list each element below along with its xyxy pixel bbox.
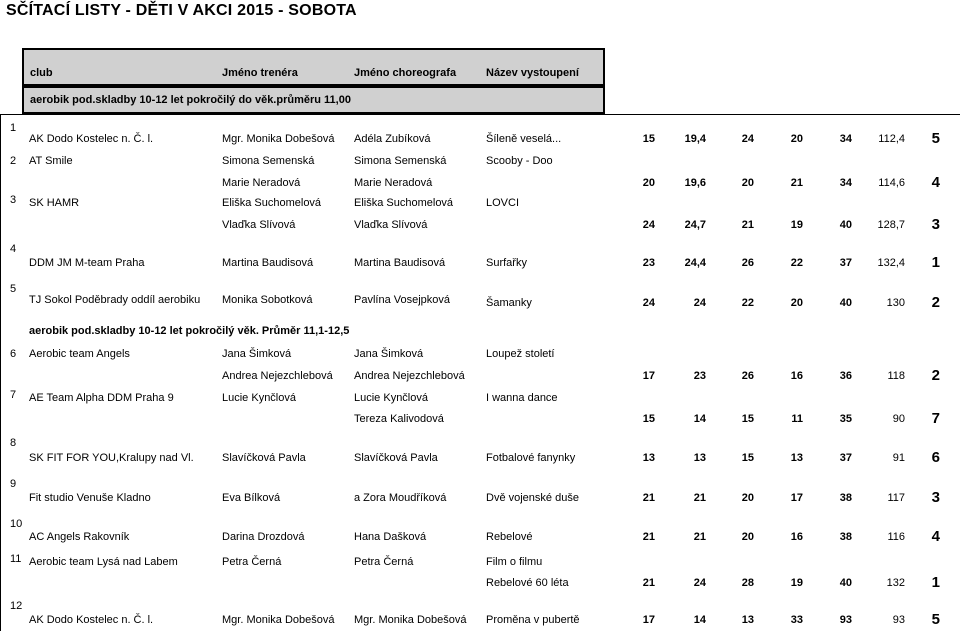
club-name: AK Dodo Kostelec n. Č. l. bbox=[29, 133, 154, 145]
performance-title: Fotbalové fanynky bbox=[486, 452, 576, 464]
placement: 4 bbox=[931, 528, 940, 545]
trainer-name-2: Andrea Nejezchlebová bbox=[222, 370, 333, 382]
judge-score: 21 bbox=[642, 531, 655, 543]
judge-score: 15 bbox=[642, 133, 655, 145]
club-name: Fit studio Venuše Kladno bbox=[29, 492, 151, 504]
row-number: 11 bbox=[10, 553, 22, 565]
judge-score: 19,4 bbox=[684, 133, 706, 145]
divider bbox=[0, 114, 1, 631]
choreographer-name-2: Tereza Kalivodová bbox=[354, 413, 444, 425]
trainer-name: Slavíčková Pavla bbox=[222, 452, 306, 464]
row-number: 7 bbox=[10, 389, 17, 401]
judge-score: 14 bbox=[693, 614, 706, 626]
choreographer-name: Slavíčková Pavla bbox=[354, 452, 438, 464]
judge-score: 40 bbox=[839, 577, 852, 589]
judge-score: 20 bbox=[642, 177, 655, 189]
choreographer-name: Lucie Kynčlová bbox=[354, 392, 428, 404]
club-name: AK Dodo Kostelec n. Č. l. bbox=[29, 614, 154, 626]
judge-score: 21 bbox=[693, 531, 706, 543]
total-score: 117 bbox=[887, 492, 905, 504]
placement: 3 bbox=[931, 216, 940, 233]
judge-score: 40 bbox=[839, 219, 852, 231]
judge-score: 19 bbox=[790, 219, 803, 231]
judge-score: 20 bbox=[741, 177, 754, 189]
trainer-name: Lucie Kynčlová bbox=[222, 392, 296, 404]
section-1-header bbox=[22, 86, 605, 114]
placement: 6 bbox=[931, 449, 940, 466]
judge-score: 17 bbox=[642, 370, 655, 382]
club-name: Aerobic team Angels bbox=[29, 348, 130, 360]
choreographer-name: Martina Baudisová bbox=[354, 257, 446, 269]
total-score: 116 bbox=[887, 531, 905, 543]
judge-score: 23 bbox=[642, 257, 655, 269]
trainer-name-2: Marie Neradová bbox=[222, 177, 301, 189]
choreographer-name: Pavlína Vosejpková bbox=[354, 294, 451, 306]
row-number: 8 bbox=[10, 437, 17, 449]
placement: 2 bbox=[931, 294, 940, 311]
judge-score: 34 bbox=[839, 177, 852, 189]
performance-title: Šamanky bbox=[486, 297, 532, 309]
row-number: 3 bbox=[10, 194, 17, 206]
trainer-name: Eva Bílková bbox=[222, 492, 281, 504]
choreographer-name-2: Vlaďka Slívová bbox=[354, 219, 428, 231]
total-score: 93 bbox=[892, 614, 905, 626]
trainer-name-2: Vlaďka Slívová bbox=[222, 219, 296, 231]
judge-score: 24 bbox=[693, 297, 706, 309]
performance-title: Dvě vojenské duše bbox=[486, 492, 579, 504]
placement: 2 bbox=[931, 367, 940, 384]
choreographer-name: Simona Semenská bbox=[354, 155, 447, 167]
choreographer-name: Eliška Suchomelová bbox=[354, 197, 454, 209]
header-row bbox=[22, 48, 605, 86]
total-score: 132,4 bbox=[877, 257, 905, 269]
performance-title: Rebelové bbox=[486, 531, 533, 543]
trainer-name: Mgr. Monika Dobešová bbox=[222, 614, 335, 626]
judge-score: 24,7 bbox=[684, 219, 706, 231]
trainer-name: Jana Šimková bbox=[222, 348, 292, 360]
judge-score: 21 bbox=[790, 177, 803, 189]
placement: 7 bbox=[931, 410, 940, 427]
divider bbox=[0, 114, 960, 115]
total-score: 114,6 bbox=[878, 177, 905, 189]
trainer-name: Martina Baudisová bbox=[222, 257, 314, 269]
judge-score: 11 bbox=[791, 413, 803, 425]
row-number: 4 bbox=[10, 243, 17, 255]
performance-title: I wanna dance bbox=[486, 392, 558, 404]
choreographer-name: Jana Šimková bbox=[354, 348, 424, 360]
club-name: AT Smile bbox=[29, 155, 73, 167]
judge-score: 21 bbox=[693, 492, 706, 504]
trainer-name: Eliška Suchomelová bbox=[222, 197, 322, 209]
judge-score: 21 bbox=[642, 577, 655, 589]
trainer-name: Simona Semenská bbox=[222, 155, 315, 167]
row-number: 9 bbox=[10, 478, 17, 490]
judge-score: 15 bbox=[741, 452, 754, 464]
choreographer-name: Adéla Zubíková bbox=[354, 133, 431, 145]
judge-score: 38 bbox=[839, 492, 852, 504]
judge-score: 24 bbox=[642, 297, 655, 309]
placement: 4 bbox=[931, 174, 940, 191]
trainer-name: Monika Sobotková bbox=[222, 294, 313, 306]
performance-title: Šíleně veselá... bbox=[486, 133, 562, 145]
placement: 1 bbox=[931, 254, 940, 271]
total-score: 130 bbox=[886, 297, 905, 309]
judge-score: 21 bbox=[741, 219, 754, 231]
judge-score: 19 bbox=[790, 577, 803, 589]
placement: 5 bbox=[931, 611, 940, 628]
judge-score: 24 bbox=[741, 133, 754, 145]
trainer-name: Darina Drozdová bbox=[222, 531, 305, 543]
total-score: 112,4 bbox=[878, 133, 905, 145]
club-name: AC Angels Rakovník bbox=[29, 531, 130, 543]
choreographer-name: Mgr. Monika Dobešová bbox=[354, 614, 467, 626]
judge-score: 20 bbox=[741, 492, 754, 504]
performance-title: Loupež století bbox=[486, 348, 555, 360]
judge-score: 16 bbox=[790, 370, 803, 382]
judge-score: 16 bbox=[790, 531, 803, 543]
judge-score: 20 bbox=[741, 531, 754, 543]
club-name: SK FIT FOR YOU,Kralupy nad Vl. bbox=[29, 452, 194, 464]
header-trainer: Jméno trenéra bbox=[222, 67, 298, 79]
choreographer-name-2: Marie Neradová bbox=[354, 177, 433, 189]
judge-score: 20 bbox=[790, 133, 803, 145]
judge-score: 40 bbox=[839, 297, 852, 309]
judge-score: 93 bbox=[839, 614, 852, 626]
choreographer-name: Hana Dašková bbox=[354, 531, 427, 543]
judge-score: 13 bbox=[790, 452, 803, 464]
judge-score: 24 bbox=[642, 219, 655, 231]
row-number: 5 bbox=[10, 283, 17, 295]
header-performance: Název vystoupení bbox=[486, 67, 579, 79]
judge-score: 15 bbox=[741, 413, 754, 425]
performance-title: LOVCI bbox=[486, 197, 520, 209]
club-name: TJ Sokol Poděbrady oddíl aerobiku bbox=[29, 294, 201, 306]
performance-title: Scooby - Doo bbox=[486, 155, 553, 167]
club-name: DDM JM M-team Praha bbox=[29, 257, 145, 269]
judge-score: 26 bbox=[741, 370, 754, 382]
judge-score: 21 bbox=[642, 492, 655, 504]
total-score: 91 bbox=[892, 452, 905, 464]
section-2-label: aerobik pod.skladby 10-12 let pokročilý věk. Průměr 11,1-12,5 bbox=[29, 325, 350, 337]
row-number: 6 bbox=[10, 348, 17, 360]
judge-score: 15 bbox=[642, 413, 655, 425]
judge-score: 17 bbox=[642, 614, 655, 626]
judge-score: 14 bbox=[693, 413, 706, 425]
judge-score: 36 bbox=[839, 370, 852, 382]
choreographer-name: a Zora Moudříková bbox=[354, 492, 447, 504]
judge-score: 33 bbox=[790, 614, 803, 626]
placement: 3 bbox=[931, 489, 940, 506]
judge-score: 34 bbox=[839, 133, 852, 145]
total-score: 128,7 bbox=[877, 219, 905, 231]
club-name: AE Team Alpha DDM Praha 9 bbox=[29, 392, 174, 404]
page-title: SČÍTACÍ LISTY - DĚTI V AKCI 2015 - SOBOTA bbox=[6, 2, 357, 19]
judge-score: 19,6 bbox=[684, 177, 706, 189]
judge-score: 13 bbox=[642, 452, 655, 464]
total-score: 90 bbox=[892, 413, 905, 425]
total-score: 132 bbox=[886, 577, 905, 589]
placement: 1 bbox=[931, 574, 940, 591]
placement: 5 bbox=[931, 130, 940, 147]
judge-score: 22 bbox=[790, 257, 803, 269]
performance-title: Surfařky bbox=[486, 257, 527, 269]
judge-score: 24 bbox=[693, 577, 706, 589]
performance-title: Film o filmu bbox=[486, 556, 543, 568]
judge-score: 22 bbox=[741, 297, 754, 309]
total-score: 118 bbox=[887, 370, 905, 382]
judge-score: 24,4 bbox=[684, 257, 706, 269]
section-1-label: aerobik pod.skladby 10-12 let pokročilý do věk.průměru 11,00 bbox=[30, 94, 351, 106]
performance-title-2: Rebelové 60 léta bbox=[486, 577, 569, 589]
row-number: 12 bbox=[10, 600, 23, 612]
judge-score: 17 bbox=[790, 492, 803, 504]
judge-score: 23 bbox=[693, 370, 706, 382]
judge-score: 28 bbox=[741, 577, 754, 589]
judge-score: 13 bbox=[741, 614, 754, 626]
performance-title: Proměna v pubertě bbox=[486, 614, 580, 626]
judge-score: 37 bbox=[839, 452, 852, 464]
row-number: 10 bbox=[10, 518, 23, 530]
row-number: 2 bbox=[10, 155, 17, 167]
header-choreographer: Jméno choreografa bbox=[354, 67, 457, 79]
row-number: 1 bbox=[10, 122, 17, 134]
judge-score: 20 bbox=[790, 297, 803, 309]
trainer-name: Petra Černá bbox=[222, 556, 282, 568]
judge-score: 13 bbox=[693, 452, 706, 464]
judge-score: 26 bbox=[741, 257, 754, 269]
club-name: Aerobic team Lysá nad Labem bbox=[29, 556, 178, 568]
choreographer-name-2: Andrea Nejezchlebová bbox=[354, 370, 465, 382]
header-club: club bbox=[30, 67, 53, 79]
judge-score: 35 bbox=[839, 413, 852, 425]
club-name: SK HAMR bbox=[29, 197, 80, 209]
trainer-name: Mgr. Monika Dobešová bbox=[222, 133, 335, 145]
judge-score: 37 bbox=[839, 257, 852, 269]
choreographer-name: Petra Černá bbox=[354, 556, 414, 568]
judge-score: 38 bbox=[839, 531, 852, 543]
